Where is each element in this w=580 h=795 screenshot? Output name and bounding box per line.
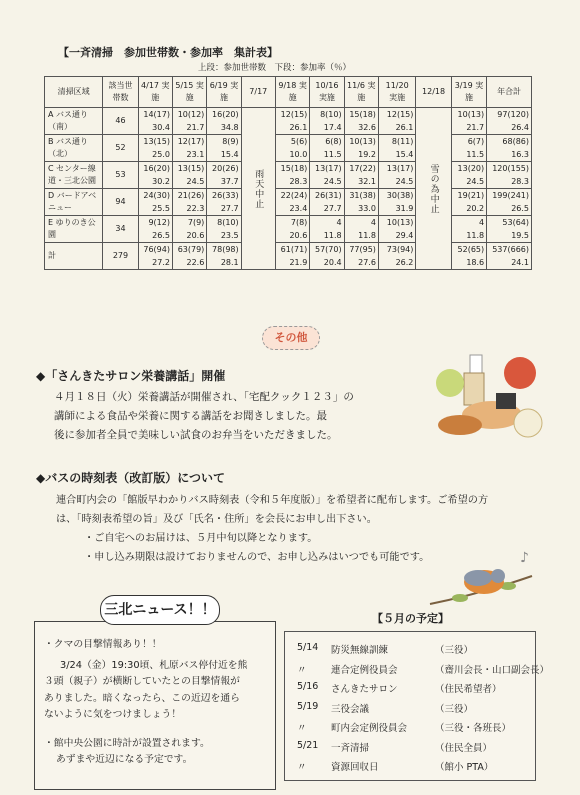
area-cell: C センター線道・三北公園 [45, 162, 103, 189]
value-cell: 4 [310, 216, 344, 230]
schedule-event: さんきたサロン [331, 684, 398, 695]
schedule-attendees: （館小 PTA） [435, 762, 494, 773]
rate-cell: 25.0 [138, 148, 172, 162]
rate-cell: 26.1 [275, 121, 309, 135]
schedule-attendees: （住民全員） [435, 742, 493, 754]
rate-cell: 22.6 [172, 256, 206, 270]
rate-cell: 24.5 [378, 175, 415, 189]
section-label-sonota: その他 [262, 326, 320, 350]
rate-cell: 20.6 [172, 229, 206, 243]
value-cell: 63(79) [172, 243, 206, 257]
rate-cell: 24.5 [172, 175, 206, 189]
rate-cell: 30.4 [138, 121, 172, 135]
value-cell: 16(20) [207, 108, 241, 122]
value-cell: 120(155) [487, 162, 532, 176]
schedule-title: 【５月の予定】 [372, 612, 449, 625]
value-cell: 13(15) [138, 135, 172, 149]
rate-cell: 27.7 [207, 202, 241, 216]
value-cell: 9(12) [138, 216, 172, 230]
rate-cell: 27.7 [310, 202, 344, 216]
rate-cell: 11.5 [451, 148, 486, 162]
rate-cell: 29.4 [378, 229, 415, 243]
col-header-8: 11/6 実施 [344, 77, 378, 108]
rate-cell: 23.1 [172, 148, 206, 162]
col-header-4: 6/19 実施 [207, 77, 241, 108]
value-cell: 17(22) [344, 162, 378, 176]
news-item1-title: ・クマの目撃情報あり！！ [44, 639, 162, 650]
value-cell: 10(13) [378, 216, 415, 230]
rate-cell: 11.8 [344, 229, 378, 243]
schedule-attendees: （齋川会長・山口副会長） [435, 664, 550, 676]
area-cell: 計 [45, 243, 103, 270]
rate-cell: 16.3 [487, 148, 532, 162]
col-header-10: 12/18 [416, 77, 451, 108]
rate-cell: 15.4 [378, 148, 415, 162]
value-cell: 78(98) [207, 243, 241, 257]
col-header-11: 3/19 実施 [451, 77, 486, 108]
table-row [45, 162, 532, 176]
rate-cell: 26.5 [138, 229, 172, 243]
value-cell: 5(6) [275, 135, 309, 149]
schedule-event: 町内会定例役員会 [331, 723, 408, 734]
value-cell: 12(15) [275, 108, 309, 122]
schedule-attendees: （三役） [435, 645, 474, 656]
col-header-6: 9/18 実施 [275, 77, 309, 108]
rate-cell: 21.9 [275, 256, 309, 270]
value-cell: 77(95) [344, 243, 378, 257]
value-cell: 16(20) [138, 162, 172, 176]
value-cell: 10(13) [344, 135, 378, 149]
schedule-date: 5/19 [297, 700, 319, 712]
cleanup-table [44, 76, 532, 270]
rate-cell: 23.4 [275, 202, 309, 216]
value-cell: 13(20) [451, 162, 486, 176]
table-row [45, 108, 532, 122]
value-cell: 61(71) [275, 243, 309, 257]
bus-line-4: ・申し込み期限は設けておりませんので、お申し込みはいつでも可能です。 [84, 552, 430, 563]
rate-cell: 11.8 [451, 229, 486, 243]
rate-cell: 27.6 [344, 256, 378, 270]
rate-cell: 37.7 [207, 175, 241, 189]
table-row [45, 189, 532, 203]
rate-cell: 21.7 [451, 121, 486, 135]
news-title: 三北ニュース！！ [100, 595, 220, 625]
value-cell: 15(18) [275, 162, 309, 176]
table-row [45, 216, 532, 230]
col-header-7: 10/16 実施 [310, 77, 344, 108]
col-header-5: 7/17 [241, 77, 275, 108]
schedule-event: 資源回収日 [331, 762, 379, 773]
rate-cell: 22.3 [172, 202, 206, 216]
value-cell: 57(70) [310, 243, 344, 257]
value-cell: 12(17) [172, 135, 206, 149]
value-cell: 21(26) [172, 189, 206, 203]
value-cell: 7(8) [275, 216, 309, 230]
value-cell: 53(64) [487, 216, 532, 230]
value-cell: 12(15) [378, 108, 415, 122]
cancel-dec-cell: 雪の為中止 [416, 108, 451, 270]
value-cell: 8(10) [310, 108, 344, 122]
schedule-date: 5/21 [297, 739, 319, 751]
salon-body [54, 388, 404, 445]
col-header-0: 清掃区域 [45, 77, 103, 108]
households-cell: 46 [103, 108, 138, 135]
rate-cell: 26.4 [487, 121, 532, 135]
value-cell: 68(86) [487, 135, 532, 149]
value-cell: 8(9) [207, 135, 241, 149]
households-cell: 52 [103, 135, 138, 162]
svg-text:♪: ♪ [520, 550, 529, 566]
table-title: 【一斉清掃 参加世帯数・参加率 集計表】 [58, 46, 278, 59]
value-cell: 15(18) [344, 108, 378, 122]
rate-cell: 32.1 [344, 175, 378, 189]
value-cell: 20(26) [207, 162, 241, 176]
rate-cell: 10.0 [275, 148, 309, 162]
value-cell: 97(120) [487, 108, 532, 122]
rate-cell: 25.5 [138, 202, 172, 216]
schedule-date: 〃 [297, 723, 307, 734]
rate-cell: 28.3 [275, 175, 309, 189]
rate-cell: 19.2 [344, 148, 378, 162]
value-cell: 14(17) [138, 108, 172, 122]
area-cell: E ゆりのき公園 [45, 216, 103, 243]
salon-line-3: 後に参加者全員で美味しい試食のお弁当をいただきました。 [54, 429, 338, 441]
schedule-date: 5/14 [297, 642, 319, 653]
rate-cell: 23.5 [207, 229, 241, 243]
area-cell: B バス通り（北） [45, 135, 103, 162]
value-cell: 199(241) [487, 189, 532, 203]
table-row [45, 243, 532, 257]
cancel-jul-cell: 雨天中止 [241, 108, 275, 270]
value-cell: 13(17) [310, 162, 344, 176]
table-subtitle: 上段：参加世帯数 下段：参加率（％） [198, 63, 352, 73]
value-cell: 8(10) [207, 216, 241, 230]
rate-cell: 11.5 [310, 148, 344, 162]
rate-cell: 20.6 [275, 229, 309, 243]
schedule-attendees: （三役・各班長） [435, 723, 512, 734]
schedule-event: 防災無線訓練 [331, 645, 389, 656]
rate-cell: 32.6 [344, 121, 378, 135]
rate-cell: 27.2 [138, 256, 172, 270]
salon-heading: ◆「さんきたサロン栄養講話」開催 [36, 369, 226, 383]
news-item1-line3: ありました。暗くなったら、この近辺を通ら [44, 692, 240, 704]
value-cell: 30(38) [378, 189, 415, 203]
schedule-event: 連合定例役員会 [331, 664, 398, 676]
salon-line-2: 講師による食品や栄養に関する講話をお聞きしました。最 [54, 410, 327, 422]
households-cell: 53 [103, 162, 138, 189]
rate-cell: 20.4 [310, 256, 344, 270]
value-cell: 76(94) [138, 243, 172, 257]
households-cell: 94 [103, 189, 138, 216]
bus-line-3: ・ご自宅へのお届けは、５月中旬以降となります。 [84, 533, 318, 544]
rate-cell: 24.5 [310, 175, 344, 189]
value-cell: 24(30) [138, 189, 172, 203]
rate-cell: 20.2 [451, 202, 486, 216]
value-cell: 73(94) [378, 243, 415, 257]
rate-cell: 11.8 [310, 229, 344, 243]
col-header-2: 4/17 実施 [138, 77, 172, 108]
rate-cell: 19.5 [487, 229, 532, 243]
rate-cell: 31.9 [378, 202, 415, 216]
table-header-row [45, 77, 532, 108]
rate-cell: 21.7 [172, 121, 206, 135]
schedule-event: 一斉清掃 [331, 742, 370, 754]
value-cell: 4 [451, 216, 486, 230]
rate-cell: 17.4 [310, 121, 344, 135]
value-cell: 6(7) [451, 135, 486, 149]
value-cell: 31(38) [344, 189, 378, 203]
schedule-box [284, 631, 550, 781]
value-cell: 7(9) [172, 216, 206, 230]
rate-cell: 15.4 [207, 148, 241, 162]
bird-illustration [420, 546, 540, 612]
households-cell: 279 [103, 243, 138, 270]
rate-cell: 26.2 [378, 256, 415, 270]
schedule-attendees: （住民希望者） [435, 684, 502, 695]
households-cell: 34 [103, 216, 138, 243]
rate-cell: 28.1 [207, 256, 241, 270]
schedule-date: 〃 [297, 664, 307, 676]
value-cell: 52(65) [451, 243, 486, 257]
value-cell: 10(13) [451, 108, 486, 122]
value-cell: 6(8) [310, 135, 344, 149]
rate-cell: 24.1 [487, 256, 532, 270]
salon-line-1: ４月１８日（火）栄養講話が開催され、「宅配クック１２３」の [54, 391, 354, 403]
value-cell: 26(31) [310, 189, 344, 203]
bus-line-2: は、「時刻表希望の旨」及び「氏名・住所」を会長にお申し出下さい。 [56, 514, 377, 525]
news-content [44, 637, 270, 769]
col-header-9: 11/20 実施 [378, 77, 415, 108]
value-cell: 13(15) [172, 162, 206, 176]
rate-cell: 24.5 [451, 175, 486, 189]
rate-cell: 28.3 [487, 175, 532, 189]
value-cell: 22(24) [275, 189, 309, 203]
news-item2-line2: あずまや近辺になる予定です。 [56, 754, 193, 765]
value-cell: 19(21) [451, 189, 486, 203]
rate-cell: 26.5 [487, 202, 532, 216]
bus-heading: ◆バスの時刻表（改訂版）について [36, 471, 225, 485]
value-cell: 26(33) [207, 189, 241, 203]
schedule-attendees: （三役） [435, 703, 474, 715]
col-header-12: 年合計 [487, 77, 532, 108]
rate-cell: 33.0 [344, 202, 378, 216]
news-item1-line4: ないように気をつけましょう！ [44, 709, 182, 720]
rate-cell: 30.2 [138, 175, 172, 189]
news-item1-line2: ３頭（親子）が横断していたとの目撃情報が [44, 676, 240, 687]
area-cell: A バス通り（南） [45, 108, 103, 135]
value-cell: 8(11) [378, 135, 415, 149]
col-header-3: 5/15 実施 [172, 77, 206, 108]
food-illustration [430, 343, 548, 443]
area-cell: D バードアベニュー [45, 189, 103, 216]
rate-cell: 26.1 [378, 121, 415, 135]
value-cell: 537(666) [487, 243, 532, 257]
schedule-date: 5/16 [297, 681, 319, 692]
news-item1-line1: 3/24（金）19:30頃、札原バス停付近を熊 [60, 659, 248, 671]
schedule-event: 三役会議 [331, 703, 370, 715]
bus-line-1: 連合町内会の「館版早わかりバス時刻表（令和５年度版）」を希望者に配布します。ご希望の方 [56, 495, 489, 506]
value-cell: 13(17) [378, 162, 415, 176]
value-cell: 10(12) [172, 108, 206, 122]
schedule-date: 〃 [297, 762, 307, 773]
col-header-1: 該当世帯数 [103, 77, 138, 108]
value-cell: 4 [344, 216, 378, 230]
table-row [45, 135, 532, 149]
news-item2-line1: ・館中央公園に時計が設置されます。 [44, 737, 210, 749]
rate-cell: 18.6 [451, 256, 486, 270]
rate-cell: 34.8 [207, 121, 241, 135]
